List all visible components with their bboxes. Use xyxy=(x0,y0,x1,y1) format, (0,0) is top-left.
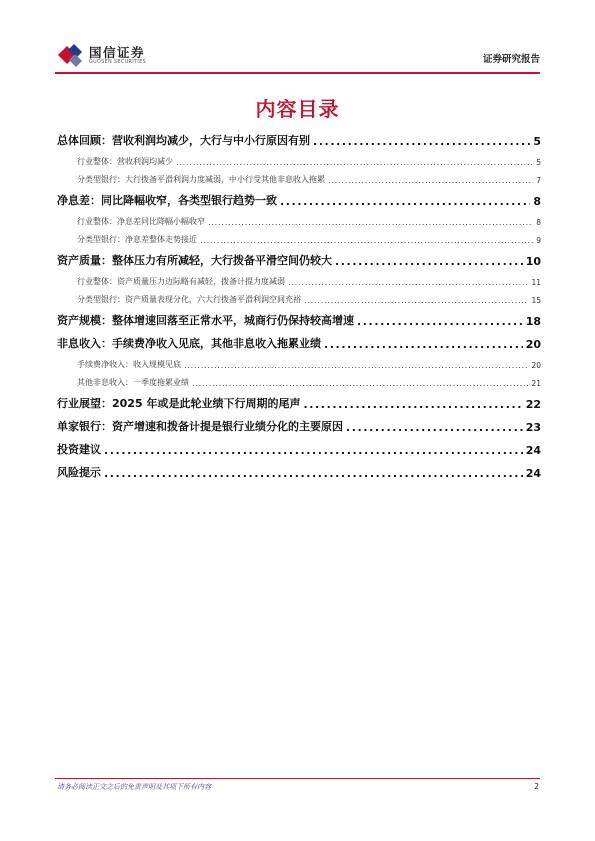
toc-entry-text: 行业整体：净息差同比降幅小幅收窄 xyxy=(77,216,205,226)
toc-entry-text: 投资建议 xyxy=(57,443,101,456)
toc-entry-text: 资产规模：整体增速回落至正常水平，城商行仍保持较高增速 xyxy=(57,314,354,327)
toc-entry-level1[interactable] xyxy=(57,305,541,328)
toc-entry-level1[interactable] xyxy=(57,411,541,434)
toc-entry-text: 行业展望：2025 年或是此轮业绩下行周期的尾声 xyxy=(57,397,301,410)
toc-entry-page: 23 xyxy=(525,421,541,434)
toc-entry-level2[interactable] xyxy=(57,370,541,389)
toc-entry-text: 分类型银行：净息差整体走势接近 xyxy=(77,235,197,244)
toc-entry-text: 资产质量：整体压力有所减轻，大行拨备平滑空间仍较大 xyxy=(57,254,332,267)
toc-dot-leader xyxy=(303,398,522,411)
toc-entry-text: 总体回顾：营收利润均减少，大行与中小行原因有别 xyxy=(57,134,310,147)
toc-entry-level2[interactable] xyxy=(57,148,541,167)
toc-dot-leader xyxy=(346,421,523,434)
toc-entry-page: 21 xyxy=(531,379,541,388)
toc-entry-level2[interactable] xyxy=(57,287,541,306)
header-divider xyxy=(55,72,540,74)
toc-entry-level2[interactable] xyxy=(57,268,541,287)
page-number: 2 xyxy=(534,782,539,791)
toc-entry-page: 8 xyxy=(536,217,541,227)
toc-entry-text: 分类型银行：资产质量表现分化，六大行拨备平滑利润空间充裕 xyxy=(77,295,301,304)
toc-entry-page: 11 xyxy=(531,277,541,287)
toc-dot-leader xyxy=(200,236,533,245)
footer-disclaimer: 请务必阅读正文之后的免责声明及其项下所有内容 xyxy=(57,783,211,791)
page-header xyxy=(55,40,540,72)
toc-entry-page: 15 xyxy=(531,296,541,305)
toc-entry-text: 行业整体：营收利润均减少 xyxy=(77,156,173,166)
brand-name-cn: 国信证券 xyxy=(89,45,146,60)
toc-entry-text: 行业整体：资产质量压力边际略有减轻，拨备计提力度减弱 xyxy=(77,276,285,286)
toc-entry-text: 其他非息收入：一季度拖累业绩 xyxy=(77,378,189,387)
toc-dot-leader xyxy=(104,467,523,480)
footer-divider xyxy=(55,778,540,779)
toc-entry-level1[interactable] xyxy=(57,328,541,351)
toc-entry-level2[interactable] xyxy=(57,208,541,227)
toc-entry-level2[interactable] xyxy=(57,351,541,370)
toc-title: 内容目录 xyxy=(255,97,340,121)
toc-entry-level1[interactable] xyxy=(57,388,541,411)
toc-entry-page: 5 xyxy=(536,157,541,167)
toc-dot-leader xyxy=(184,361,528,370)
toc-entry-text: 风险提示 xyxy=(57,466,101,479)
toc-entry-level1[interactable] xyxy=(57,125,541,148)
toc-entry-text: 分类型银行：大行拨备平滑利润力度减弱，中小行受其他非息收入拖累 xyxy=(77,175,325,184)
toc-entry-level1[interactable] xyxy=(57,434,541,457)
toc-entry-page: 9 xyxy=(536,236,541,245)
toc-entry-text: 非息收入：手续费净收入见底，其他非息收入拖累业绩 xyxy=(57,337,321,350)
toc-entry-page: 10 xyxy=(525,255,541,268)
toc-dot-leader xyxy=(335,255,523,268)
toc-entry-page: 24 xyxy=(525,467,541,480)
report-type-label: 证券研究报告 xyxy=(482,54,540,65)
toc-entry-page: 24 xyxy=(525,444,541,457)
toc-dot-leader xyxy=(328,176,533,185)
brand-name-en: GUOSEN SECURITIES xyxy=(89,60,147,65)
toc-dot-leader xyxy=(313,135,530,148)
toc-dot-leader xyxy=(304,296,528,305)
toc-entry-text: 手续费净收入：收入规模见底 xyxy=(77,359,181,369)
toc-entry-page: 7 xyxy=(536,176,541,185)
toc-dot-leader xyxy=(104,444,523,457)
toc-dot-leader xyxy=(192,379,528,388)
toc-entry-page: 20 xyxy=(531,360,541,370)
toc-dot-leader xyxy=(357,315,523,328)
toc-entry-page: 5 xyxy=(533,135,541,148)
toc-entry-level2[interactable] xyxy=(57,227,541,246)
guosen-emblem-icon xyxy=(55,42,85,68)
toc-dot-leader xyxy=(176,158,533,167)
toc-dot-leader xyxy=(288,278,528,287)
toc-entry-level1[interactable] xyxy=(57,245,541,268)
toc-entry-page: 20 xyxy=(525,338,541,351)
toc-entry-text: 单家银行：资产增速和拨备计提是银行业绩分化的主要原因 xyxy=(57,420,343,433)
table-of-contents xyxy=(57,125,541,480)
toc-entry-level2[interactable] xyxy=(57,167,541,186)
toc-entry-page: 18 xyxy=(525,315,541,328)
toc-entry-level1[interactable] xyxy=(57,185,541,208)
toc-entry-level1[interactable] xyxy=(57,457,541,480)
toc-entry-text: 净息差：同比降幅收窄，各类型银行趋势一致 xyxy=(57,194,277,207)
guosen-logo xyxy=(55,40,175,70)
toc-entry-page: 8 xyxy=(533,195,541,208)
toc-entry-page: 22 xyxy=(525,398,541,411)
toc-dot-leader xyxy=(324,338,523,351)
toc-dot-leader xyxy=(280,195,530,208)
toc-dot-leader xyxy=(208,218,533,227)
